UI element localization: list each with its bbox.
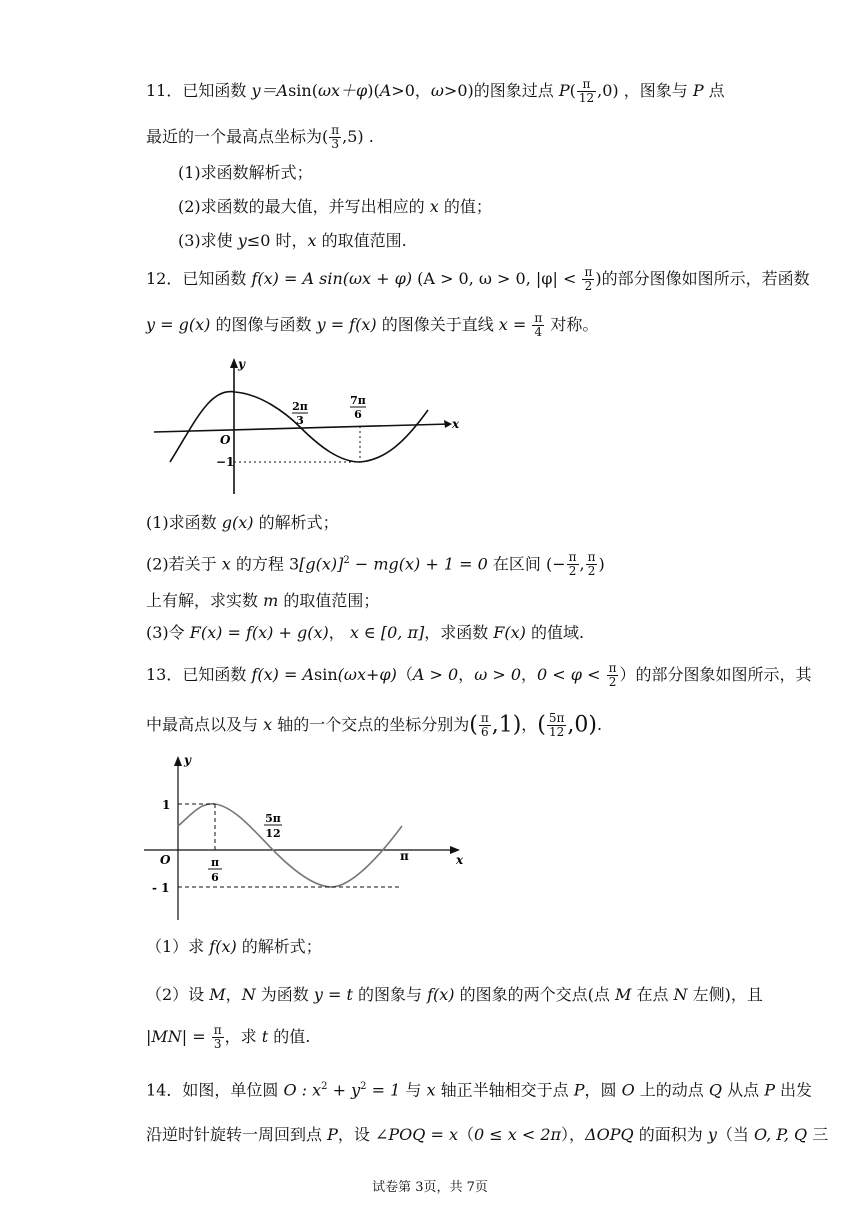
q12-line2: y = g(x) 的图像与函数 y = f(x) 的图像关于直线 x = $\frac{\pi}{4}$ 对称。 — [146, 311, 599, 339]
q13-line2: 中最高点以及与 x 轴的一个交点的坐标分别为( $\frac{\pi}{6}$ ,1)，( $\frac{5\pi}{12}$ ,0). — [146, 711, 603, 739]
q11-sub1: (1)求函数解析式； — [178, 163, 313, 182]
q13-sub2: （2）设 M，N 为函数 y = t 的图象与 f(x) 的图象的两个交点(点 M 在点 N 左侧)，且 — [146, 985, 763, 1004]
fraction: $\frac{\pi}{2}$ — [568, 550, 577, 579]
axis-y-label: y — [238, 357, 245, 371]
q14-line2: 沿逆时针旋转一周回到点 P，设 ∠POQ = x（0 ≤ x < 2π），ΔOPQ 的面积为 y（当 O, P, Q 三 — [146, 1125, 829, 1144]
axis-x-label: x — [456, 853, 464, 867]
fraction: $\frac{\pi}{4}$ — [534, 311, 543, 339]
q12-sub2b: 上有解，求实数 m 的取值范围； — [146, 591, 380, 610]
q11-sub3: (3)求使 y≤0 时，x 的取值范围. — [178, 231, 407, 250]
q14-line1: 14．如图，单位圆 O : $x^2 + y^2 = 1$ 与 x 轴正半轴相交于点 P，圆 O 上的动点 Q 从点 P 出发 — [146, 1080, 813, 1100]
q11-line2: 最近的一个最高点坐标为( $\frac{\pi}{3}$ ,5) . — [146, 123, 374, 151]
tick-7pi6-den: 6 — [354, 408, 362, 421]
q12-sub3: (3)令 F(x) = f(x) + g(x)， x ∈ [0, π]，求函数 F(x) 的值域. — [146, 623, 585, 642]
q13-sub2b: |MN| = $\frac{\pi}{3}$ ，求 t 的值. — [146, 1023, 311, 1051]
fraction: $\frac{\pi}{2}$ — [587, 550, 596, 579]
fraction: $\frac{\pi}{2}$ — [608, 661, 617, 689]
q11-line1: 11．已知函数 y＝Asin(ωx＋φ)(A>0，ω>0)的图象过点 P( $\frac{\pi}{12}$ ,0) ，图象与 P 点 — [146, 77, 725, 105]
axis-y-label: y — [184, 753, 191, 767]
tick-pi6-den: 6 — [211, 871, 219, 884]
q13-graph — [140, 752, 480, 924]
q12-sub1: (1)求函数 g(x) 的解析式； — [146, 513, 339, 532]
tick-5pi12-num: 5π — [265, 812, 281, 825]
tick-pi6-num: π — [210, 856, 220, 869]
tick-5pi12-den: 12 — [265, 827, 281, 840]
q13-line1: 13．已知函数 f(x) = Asin(ωx+φ)（A > 0，ω > 0，0 < φ < $\frac{\pi}{2}$ ）的部分图象如图所示，其 — [146, 661, 812, 689]
fraction: $\frac{\pi}{2}$ — [584, 265, 593, 293]
tick-minus-one: - 1 — [152, 881, 170, 895]
page-footer: 试卷第 3页，共 7页 — [372, 1180, 488, 1195]
q12-line1: 12．已知函数 f(x) = A sin(ωx + φ) (A > 0, ω > 0, |φ| < $\frac{\pi}{2}$ )的部分图像如图所示，若函数 — [146, 265, 810, 293]
tick-2pi3-den: 3 — [296, 414, 304, 427]
fraction: $\frac{5\pi}{12}$ — [548, 711, 565, 739]
q13-sub1: （1）求 f(x) 的解析式； — [146, 937, 322, 956]
fraction: $\frac{\pi}{3}$ — [213, 1023, 222, 1051]
fraction: $\frac{\pi}{6}$ — [480, 711, 489, 739]
fraction: $\frac{\pi}{12}$ — [578, 77, 595, 105]
tick-minus-one: −1 — [216, 455, 235, 469]
origin-label: O — [160, 853, 171, 867]
tick-one: 1 — [162, 798, 171, 812]
axis-x-label: x — [452, 417, 460, 431]
origin-label: O — [220, 433, 231, 447]
q11-sub2: (2)求函数的最大值，并写出相应的 x 的值； — [178, 197, 492, 216]
tick-pi: π — [400, 849, 409, 863]
q12-sub2: (2)若关于 x 的方程 $3[g(x)]^2 - mg(x) + 1 = 0$ 在区间 (− $\frac{\pi}{2}$ , $\frac{\pi}{2}$ ) — [146, 550, 605, 579]
fraction: $\frac{\pi}{3}$ — [331, 123, 340, 151]
q12-graph — [150, 352, 470, 502]
tick-2pi3-num: 2π — [292, 400, 308, 413]
tick-7pi6-num: 7π — [350, 394, 366, 407]
